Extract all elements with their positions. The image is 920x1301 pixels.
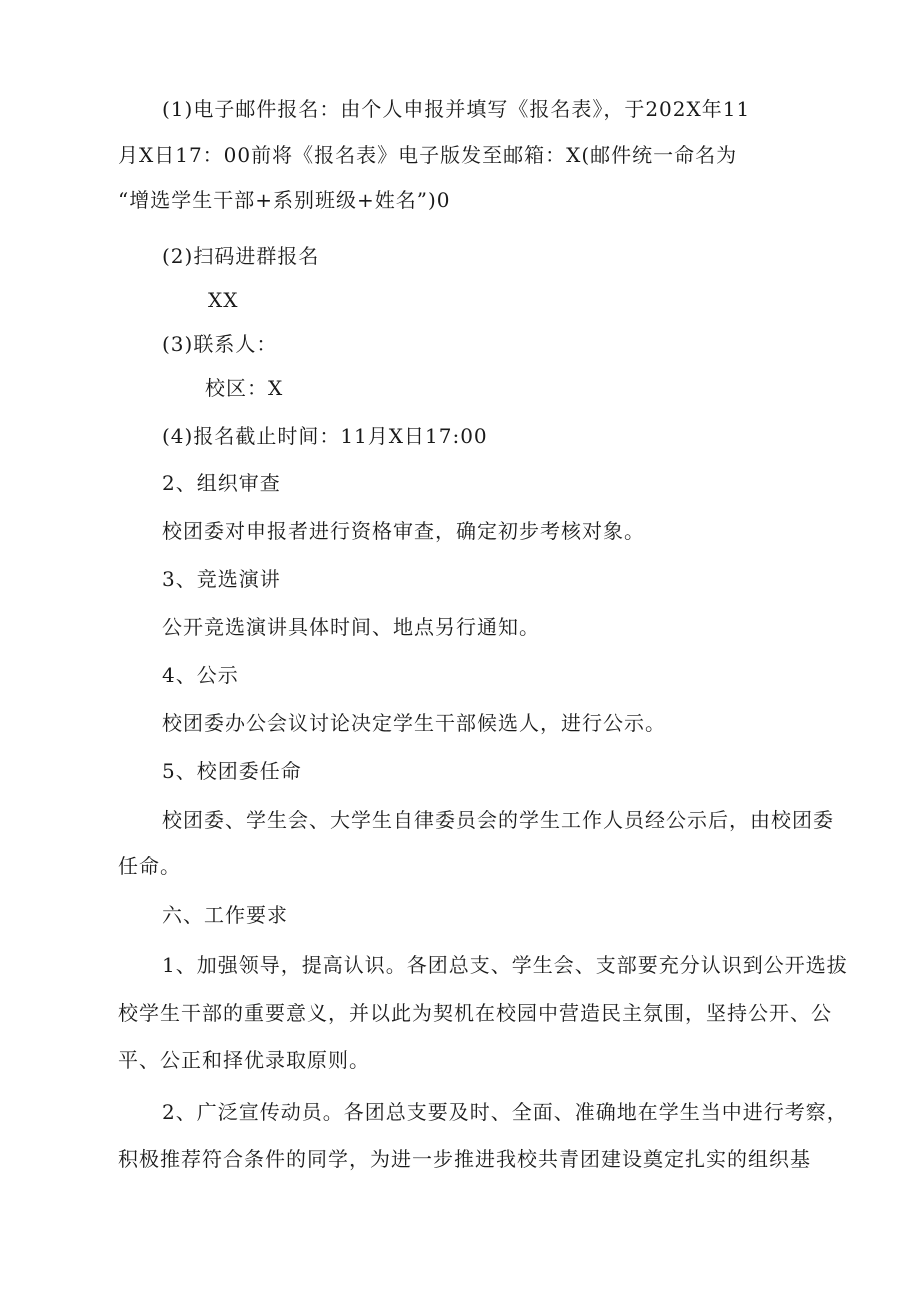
registration-email-line-1: (1)电子邮件报名：由个人申报并填写《报名表》，于202X年11 [162,97,751,121]
review-paragraph: 校团委对申报者进行资格审查，确定初步考核对象。 [162,519,645,543]
deadline-line: (4)报名截止时间：11月X日17:00 [162,424,488,448]
section-heading-speech: 3、竞选演讲 [162,567,281,591]
scan-code-value: XX [208,288,239,312]
publicity-paragraph: 校团委办公会议讨论决定学生干部候选人，进行公示。 [162,711,666,735]
section-heading-appointment: 5、校团委任命 [162,759,302,783]
requirement-1-line-2: 校学生干部的重要意义，并以此为契机在校园中营造民主氛围，坚持公开、公 [118,1001,832,1025]
scan-code-heading: (2)扫码进群报名 [162,244,320,268]
requirement-1-line-3: 平、公正和择优录取原则。 [118,1048,370,1072]
requirement-2-line-2: 积极推荐符合条件的同学，为进一步推进我校共青团建设奠定扎实的组织基 [118,1147,811,1171]
appointment-paragraph-line-2: 任命。 [118,854,181,878]
registration-email-line-2: 月X日17：00前将《报名表》电子版发至邮箱：X(邮件统一命名为 [118,143,738,167]
speech-paragraph: 公开竞选演讲具体时间、地点另行通知。 [162,615,540,639]
requirement-1-line-1: 1、加强领导，提高认识。各团总支、学生会、支部要充分认识到公开选拔 [162,953,848,977]
section-heading-work-requirements: 六、工作要求 [162,903,288,927]
section-heading-review: 2、组织审查 [162,471,281,495]
appointment-paragraph-line-1: 校团委、学生会、大学生自律委员会的学生工作人员经公示后，由校团委 [162,808,834,832]
contact-campus: 校区：X [205,376,284,400]
requirement-2-line-1: 2、广泛宣传动员。各团总支要及时、全面、准确地在学生当中进行考察， [162,1100,848,1124]
contact-heading: (3)联系人： [162,332,278,356]
section-heading-publicity: 4、公示 [162,663,239,687]
registration-email-line-3: “增选学生干部+系别班级+姓名”)0 [118,188,451,212]
